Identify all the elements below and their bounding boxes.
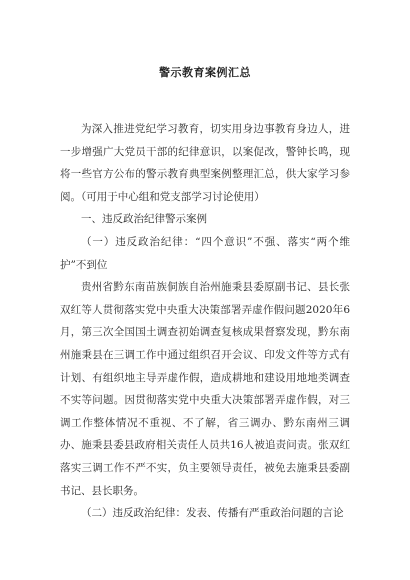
section-heading: 一、违反政治纪律警示案例 bbox=[81, 213, 207, 226]
subsection-heading: （一）违反政治纪律：“四个意识”不强、落实“两个维护”不到位 bbox=[60, 235, 350, 271]
document-title: 警示教育案例汇总 bbox=[159, 66, 251, 79]
intro-paragraph: 为深入推进党纪学习教育，切实用身边事教育身边人，进一步增强广大党员干部的纪律意识，以案促改，警钟长鸣，现将一些官方公布的警示教育典型案例整理汇总，供大家学习参阅。（可用于中心组和党支部学习讨论使用） bbox=[60, 123, 350, 203]
subsection-heading: （二）违反政治纪律：发表、传播有严重政治问题的言论 bbox=[81, 507, 344, 520]
case-paragraph: 贵州省黔东南苗族侗族自治州施秉县委原副书记、县长张双红等人贯彻落实党中央重大决策部署弄虚作假问题2020年6月，第三次全国国土调查初始调查复核成果督察发现，黔东南州施秉县在三调工作中通过组织召开会议、印发文件等方式有计划、有组织地主导弄虚作假，造成耕地和建设用地地类调查不实等问题。因贯彻落实党中央重大决策部署弄虚作假，对三调工作整体情况不重视、不了解，省三调办、黔东南州三调办、施秉县委县政府相关责任人员共16人被追责问责。张双红落实三调工作不严不实，负主要领导责任，被免去施秉县委副书记、县长职务。 bbox=[60, 281, 350, 497]
